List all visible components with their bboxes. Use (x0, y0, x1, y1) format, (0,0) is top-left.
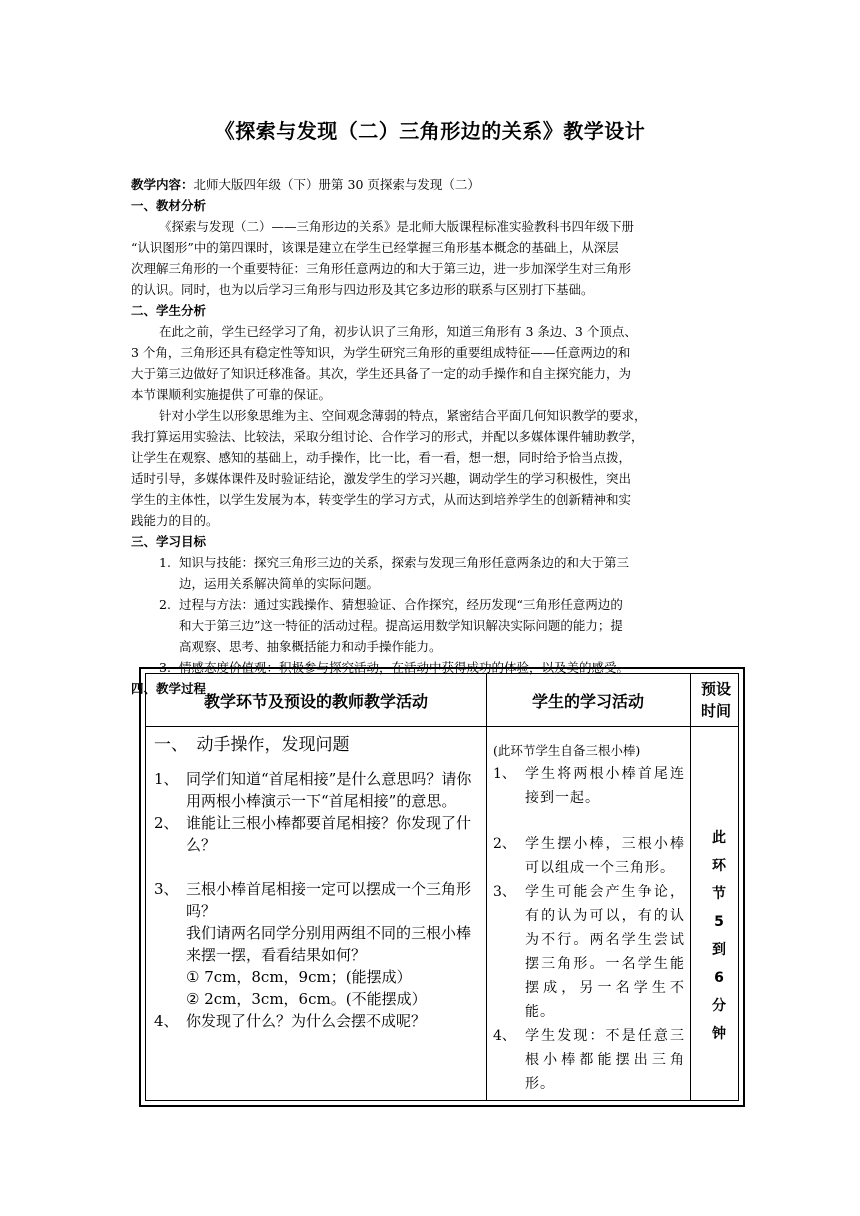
time-char: 此 (712, 830, 726, 846)
header-divider (146, 726, 738, 727)
teacher-section-title: 一、 动手操作，发现问题 (154, 735, 350, 755)
goal-2 (131, 594, 731, 615)
paragraph-line: 次理解三角形的一个重要特征：三角形任意两边的和大于第三边，进一步加深学生对三角形 (131, 261, 632, 276)
paragraph-line: 我打算运用实验法、比较法，采取分组讨论、合作学习的形式，并配以多媒体课件辅助教学， (131, 429, 644, 444)
teaching-process-table (139, 667, 745, 1107)
goal-number: 1. (159, 555, 171, 570)
teacher-instruction: 我们请两名同学分别用两组不同的三根小棒来摆一摆，看看结果如何？ (186, 924, 472, 964)
paragraph-line: 本节课顺利实施提供了可靠的保证。 (131, 387, 332, 402)
time-char: 分 (712, 998, 726, 1014)
item-text: 同学们知道“首尾相接”是什么意思吗？请你用两根小棒演示一下“首尾相接”的意思。 (186, 770, 472, 810)
item-number: 1、 (154, 770, 179, 788)
goal-text: 情感态度价值观：积极参与探究活动，在活动中获得成功的体验，以及美的感受。 (179, 660, 630, 675)
item-text: 学生摆小棒，三根小棒可以组成一个三角形。 (525, 836, 685, 876)
item-text: 学生将两根小棒首尾连接到一起。 (525, 766, 685, 806)
item-number: 3、 (493, 884, 516, 900)
item-number: 2、 (493, 836, 516, 852)
goal-number: 3. (159, 660, 171, 675)
time-char: 5 (714, 914, 724, 930)
paragraph-line: 针对小学生以形象思维为主、空间观念薄弱的特点，紧密结合平面几何知识教学的要求， (159, 408, 647, 423)
header-time (690, 674, 742, 726)
content-label: 教学内容： (131, 177, 194, 192)
stick-option-2: ② 2cm，3cm，6cm。(不能摆成） (186, 990, 427, 1008)
header-time-line1: 预设 (700, 680, 731, 698)
teacher-activity-cell (154, 734, 484, 1032)
teacher-question-1 (154, 768, 484, 812)
paragraph-line: 让学生在观察、感知的基础上，动手操作，比一比，看一看，想一想，同时给予恰当点拨， (131, 450, 632, 465)
paragraph-line: 大于第三边做好了知识迁移准备。其次，学生还具备了一定的动手操作和自主探究能力，为 (131, 366, 632, 381)
item-text: 学生可能会产生争论，有的认为可以，有的认为不行。两名学生尝试摆三角形。一名学生能摆成，另一名学生不能。 (525, 884, 685, 1020)
student-note: (此环节学生自备三根小棒) (493, 743, 641, 758)
goal-1 (131, 552, 731, 573)
item-number: 2、 (154, 814, 179, 832)
body-text (131, 174, 731, 699)
column-divider (690, 674, 691, 1100)
item-number: 3、 (154, 880, 179, 898)
time-cell (694, 824, 744, 1048)
paragraph-line: 的认识。同时，也为以后学习三角形与四边形及其它多边形的联系与区别打下基础。 (131, 282, 594, 297)
header-teacher-activity: 教学环节及预设的教师教学活动 (203, 691, 428, 711)
item-text: 你发现了什么？为什么会摆不成呢？ (186, 1012, 427, 1030)
goal-text: 和大于第三边”这一特征的活动过程。提高运用数学知识解决实际问题的能力；提 (179, 618, 623, 633)
content-value: 北师大版四年级（下）册第 30 页探索与发现（二） (193, 177, 480, 192)
time-char: 到 (712, 942, 726, 958)
section-heading-2: 二、学生分析 (131, 303, 207, 318)
teacher-question-2 (154, 812, 484, 856)
column-divider (486, 674, 487, 1100)
paragraph-line: 学生的主体性，以学生发展为本，转变学生的学习方式，从而达到培养学生的创新精神和实 (131, 492, 632, 507)
paragraph-line: 《探索与发现（二）——三角形边的关系》是北师大版课程标准实验教科书四年级下册 (159, 219, 635, 234)
student-activity-4 (493, 1024, 685, 1096)
table-inner-frame (145, 673, 739, 1101)
goal-text: 边，运用关系解决简单的实际问题。 (179, 576, 380, 591)
student-activity-1 (493, 762, 685, 810)
teacher-question-4 (154, 1010, 484, 1032)
paragraph-line: 适时引导，多媒体课件及时验证结论，激发学生的学习兴趣，调动学生的学习积极性，突出 (131, 471, 632, 486)
header-time-line2: 时间 (700, 702, 731, 720)
header-student-activity: 学生的学习活动 (531, 691, 644, 711)
goal-text: 高观察、思考、抽象概括能力和动手操作能力。 (179, 639, 442, 654)
paragraph-line: “认识图形”中的第四课时，该课是建立在学生已经掌握三角形基本概念的基础上，从深层 (131, 240, 619, 255)
paragraph-line: 3 个角，三角形还具有稳定性等知识，为学生研究三角形的重要组成特征——任意两边的和 (131, 345, 631, 360)
section-heading-4: 四、教学过程 (131, 681, 207, 696)
time-char: 节 (712, 886, 726, 902)
student-activity-2 (493, 832, 685, 880)
goal-text: 过程与方法：通过实践操作、猜想验证、合作探究，经历发现“三角形任意两边的 (179, 597, 623, 612)
stick-option-1: ① 7cm，8cm，9cm；(能摆成） (186, 968, 412, 986)
document-title: 《探索与发现（二）三角形边的关系》教学设计 (214, 119, 646, 143)
student-activity-3 (493, 880, 685, 1024)
paragraph-line: 践能力的目的。 (131, 513, 219, 528)
teacher-question-3 (154, 878, 484, 922)
paragraph-line: 在此之前，学生已经学习了角，初步认识了三角形，知道三角形有 3 条边、3 个顶点、 (159, 324, 637, 339)
time-char: 6 (714, 970, 724, 986)
item-text: 三根小棒首尾相接一定可以摆成一个三角形吗？ (186, 880, 472, 920)
item-number: 4、 (493, 1028, 516, 1044)
item-text: 谁能让三根小棒都要首尾相接？你发现了什么？ (186, 814, 472, 854)
item-number: 4、 (154, 1012, 179, 1030)
item-text: 学生发现：不是任意三根小棒都能摆出三角形。 (525, 1028, 685, 1092)
goal-number: 2. (159, 597, 171, 612)
time-char: 环 (712, 858, 726, 874)
item-number: 1、 (493, 766, 516, 782)
goal-text: 知识与技能：探究三角形三边的关系，探索与发现三角形任意两条边的和大于第三 (179, 555, 630, 570)
section-heading-3: 三、学习目标 (131, 534, 207, 549)
content-line (131, 174, 731, 195)
section-heading-1: 一、教材分析 (131, 198, 207, 213)
time-char: 钟 (712, 1026, 726, 1042)
student-activity-cell (493, 742, 685, 1096)
